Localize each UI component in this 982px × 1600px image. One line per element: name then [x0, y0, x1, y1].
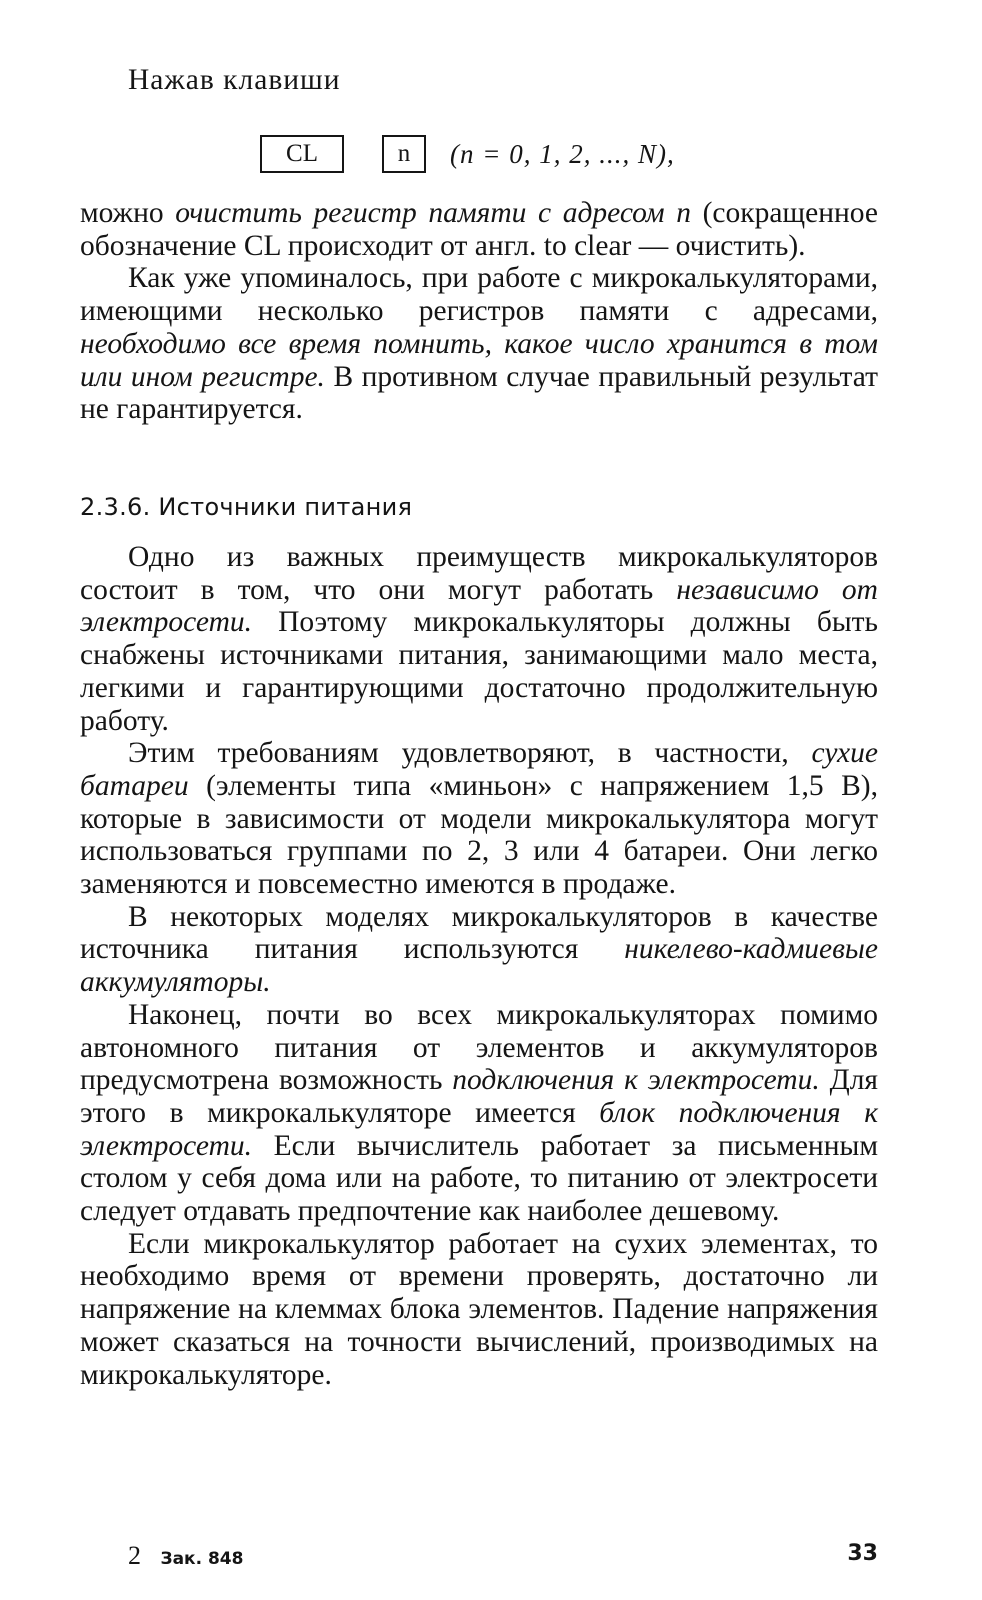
- paragraph-memory-addresses: [80, 262, 878, 426]
- text-run: Как уже упоминалось, при работе с микрокалькуляторами, имеющими несколько регистров памяти с адресами,: [80, 262, 878, 328]
- emphasis-text: подключения к электросети.: [452, 1064, 820, 1097]
- emphasis-text: никелево-кадмиевые аккумуляторы.: [80, 933, 878, 999]
- key-sequence: [260, 132, 675, 176]
- section-memory-text: [80, 197, 878, 426]
- paragraph-batteries: [80, 737, 878, 901]
- cl-key: CL: [260, 135, 344, 173]
- paragraph-advantages: [80, 541, 878, 737]
- intro-line: Нажав клавиши: [128, 64, 341, 96]
- text-run: В противном случае правильный результат не гарантируется.: [80, 360, 879, 426]
- text-run: Для этого в микрокалькуляторе имеется: [80, 1064, 879, 1129]
- text-run: Поэтому микрокалькуляторы должны быть снабжены источниками питания, занимающими мало места, легкими и гарантирующими достаточно продолжительную работу.: [80, 606, 878, 737]
- text-run: (элементы типа «миньон» с напряжением 1,5 В), которые в зависимости от модели микрокалькулятора могут использоваться группами по 2, 3 или 4 батареи. Они легко заменяются и повсеместно имеются в продаже.: [80, 769, 878, 901]
- print-signature: [128, 1541, 243, 1571]
- section-power-text: [80, 541, 878, 1391]
- text-run: можно: [80, 197, 176, 229]
- text-run: Если вычислитель работает за письменным столом у себя дома или на работе, то питанию от электросети следует отдавать предпочтение как наиболее дешевому.: [80, 1129, 878, 1228]
- text-run: Одно из важных преимуществ микрокалькуляторов состоит в том, что они могут работать: [80, 541, 878, 606]
- n-key: n: [382, 135, 426, 173]
- emphasis-text: сухие батареи: [80, 737, 878, 802]
- text-run: В некоторых моделях микрокалькуляторов в качестве источника питания используются: [80, 900, 878, 966]
- order-number: Зак. 848: [160, 1549, 244, 1569]
- paragraph-voltage-check: [80, 1228, 878, 1392]
- emphasis-text: независимо от электросети.: [80, 573, 878, 639]
- section-heading: 2.3.6. Источники питания: [80, 493, 413, 521]
- text-run: (сокращенное обозначение CL происходит от англ. to clear — очистить).: [80, 197, 879, 262]
- paragraph-mains-power: [80, 999, 878, 1228]
- emphasis-text: очистить регистр памяти с адресом n: [175, 197, 691, 229]
- emphasis-text: блок подключения к электросети.: [80, 1096, 878, 1162]
- text-run: Этим требованиям удовлетворяют, в частности,: [128, 737, 812, 770]
- emphasis-text: необходимо все время помнить, какое число хранится в том или ином регистре.: [80, 327, 878, 393]
- text-run: Наконец, почти во всех микрокалькуляторах помимо автономного питания от элементов и аккумуляторов предусмотрена возможность: [80, 998, 878, 1097]
- signature-number: 2: [128, 1541, 141, 1570]
- paragraph-clear-register: [80, 197, 878, 262]
- key-range-note: (n = 0, 1, 2, ..., N),: [450, 138, 675, 169]
- text-run: Если микрокалькулятор работает на сухих элементах, то необходимо время от времени проверять, достаточно ли напряжение на клеммах блока элементов. Падение напряжения может сказаться на точности вычислений, производимых на микрокалькуляторе.: [80, 1227, 878, 1391]
- paragraph-accumulators: [80, 901, 878, 999]
- page-number: 33: [847, 1541, 878, 1566]
